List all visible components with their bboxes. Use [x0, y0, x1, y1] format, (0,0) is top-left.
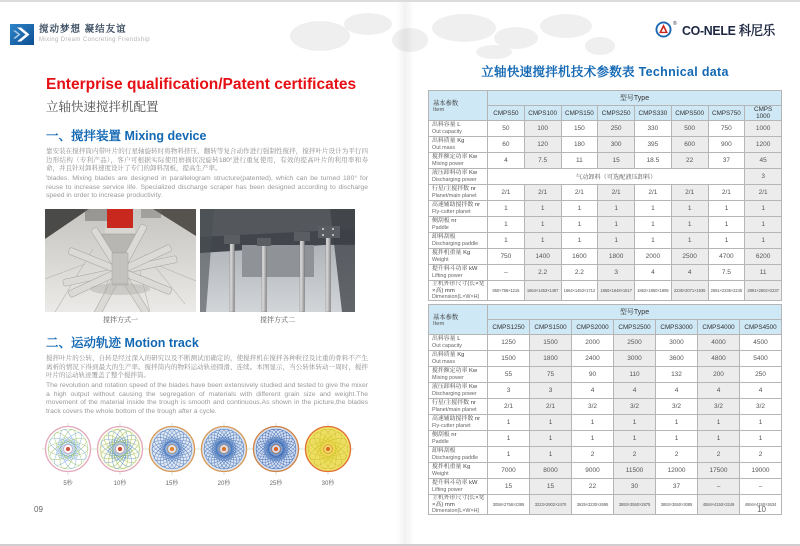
spec-table-small-models: [428, 90, 782, 301]
value-cell: 2/1: [708, 185, 745, 201]
value-cell: 1664×1453×1487: [524, 281, 561, 301]
value-cell: 4800: [698, 351, 740, 367]
value-cell: 950×786×1215: [488, 281, 525, 301]
page-number-left: 09: [34, 505, 43, 514]
value-cell: 18.5: [635, 153, 672, 169]
page-gutter: [396, 2, 414, 544]
value-cell: 250: [598, 121, 635, 137]
value-cell: 250: [740, 367, 782, 383]
value-cell: 4: [698, 383, 740, 399]
value-cell: 3893×3550×2875: [614, 495, 656, 515]
value-cell: 3600: [656, 351, 698, 367]
value-cell: 1: [635, 201, 672, 217]
value-cell: 7.5: [708, 265, 745, 281]
row-label: 高速辅助搅拌数 nr Fly-cutter planet: [429, 415, 488, 431]
value-cell: 1: [524, 217, 561, 233]
table-row: [429, 495, 782, 515]
table-row: [429, 415, 782, 431]
value-cell: 4: [572, 383, 614, 399]
motion-track-item: [42, 423, 94, 487]
value-cell: 22: [671, 153, 708, 169]
value-cell: 2/1: [561, 185, 598, 201]
model-header: CMPS4000: [698, 320, 740, 335]
value-cell: 2891×2602×2237: [745, 281, 782, 301]
value-cell: 1: [698, 431, 740, 447]
motion-track-item: [94, 423, 146, 487]
value-cell: 4: [671, 265, 708, 281]
value-cell: 2: [572, 447, 614, 463]
row-label: 主机外形尺寸(长×宽×高) mm Dimension(L×W×H): [429, 281, 488, 301]
table-row: [429, 153, 782, 169]
mixing-device-text-cn: 靠安装在搅拌筒内带叶片的行星轴旋转时将物料挤压、翻转等复合动作进行强制性搅拌，搅拌叶片设计为平行四边形结构（专利产品），客户可根据实际使用磨损状况旋转180°进行重复使用，有效的提高叶片的利用率和寿命，并且针对卸料速度设计了专门的卸料刮板，提高生产率。: [46, 148, 368, 173]
motion-track-figure: [302, 423, 354, 475]
value-cell: 1: [561, 201, 598, 217]
slogan-logo: [10, 24, 150, 45]
motion-track-text-cn: 搅拌叶片的公转、自转是经过深入的研究以及不断测试而确定的，使搅拌机在搅拌各种粒径及比重的骨料不产生离析的情况下得到最大的生产率。搅拌筒内的物料运动轨迹圆滑、连续。本图显示，当公转体转动一周时，搅拌叶片的运动轨迹覆盖了整个搅拌筒。: [46, 355, 368, 380]
value-cell: 2/1: [524, 185, 561, 201]
value-cell: 4: [635, 265, 672, 281]
row-label: 高速辅助搅拌数 nr Fly-cutter planet: [429, 201, 488, 217]
value-cell: 2/1: [488, 399, 530, 415]
value-cell: 12000: [656, 463, 698, 479]
value-cell: 1: [488, 447, 530, 463]
value-cell: 1: [745, 217, 782, 233]
row-label: 侧刮板 nr Paddle: [429, 431, 488, 447]
row-label: 出料容量 L Out capacity: [429, 121, 488, 137]
value-cell: 120: [524, 137, 561, 153]
value-cell: 90: [572, 367, 614, 383]
value-cell: 1: [488, 201, 525, 217]
value-cell: 4: [740, 383, 782, 399]
value-cell: 750: [488, 249, 525, 265]
value-cell: 1: [598, 233, 635, 249]
table-row: [429, 249, 782, 265]
value-cell: 2235×2071×1935: [671, 281, 708, 301]
table-row: [429, 431, 782, 447]
value-cell: 9000: [572, 463, 614, 479]
value-cell: 8000: [530, 463, 572, 479]
value-cell: 4: [488, 153, 525, 169]
value-cell: 1: [745, 233, 782, 249]
brand-name: CO-NELE 科尼乐: [681, 23, 775, 38]
table-row: [429, 281, 782, 301]
table-row: [429, 185, 782, 201]
value-cell: 22: [572, 479, 614, 495]
value-cell: 1: [671, 217, 708, 233]
value-cell: 2581×2336×2245: [708, 281, 745, 301]
model-header: CMPS2500: [614, 320, 656, 335]
value-cell: 600: [671, 137, 708, 153]
model-header: CMPS500: [671, 106, 708, 121]
slogan-text-en: Mixing Dream Concreting Friendship: [39, 37, 150, 43]
value-cell: 4000: [698, 335, 740, 351]
value-cell: 1: [572, 415, 614, 431]
value-cell: 3/2: [656, 399, 698, 415]
brand-logo: [655, 20, 780, 39]
value-cell: 1600: [561, 249, 598, 265]
value-cell: 15: [598, 153, 635, 169]
spec-table: [428, 304, 782, 515]
motion-track-label: 10秒: [113, 481, 127, 487]
value-cell: 17500: [698, 463, 740, 479]
row-label: 侧刮板 nr Paddle: [429, 217, 488, 233]
value-cell: 1: [656, 415, 698, 431]
table-row: [429, 233, 782, 249]
value-cell: 1800: [598, 249, 635, 265]
value-cell: 2/1: [488, 185, 525, 201]
value-cell: 3/2: [614, 399, 656, 415]
model-header: CMPS3000: [656, 320, 698, 335]
value-cell: 75: [530, 367, 572, 383]
value-cell: 1200: [745, 137, 782, 153]
value-cell: 2/1: [745, 185, 782, 201]
section-heading-motion-track: 二、运动轨迹 Motion track: [46, 336, 199, 350]
table-row: [429, 201, 782, 217]
value-cell: 180: [561, 137, 598, 153]
value-cell: 11: [561, 153, 598, 169]
value-cell: 1: [598, 201, 635, 217]
row-label: 行星/主搅拌数 nr Planet/main planet: [429, 185, 488, 201]
value-cell: 6200: [745, 249, 782, 265]
value-cell: 1500: [488, 351, 530, 367]
motion-track-label: 5秒: [63, 481, 73, 487]
value-cell: 150: [561, 121, 598, 137]
value-cell: 4: [614, 383, 656, 399]
value-cell: 15: [488, 479, 530, 495]
value-cell: 37: [708, 153, 745, 169]
value-cell: 1: [698, 415, 740, 431]
motion-track-figure: [198, 423, 250, 475]
value-cell: 2: [614, 447, 656, 463]
value-cell: 4: [656, 383, 698, 399]
value-cell: 1: [488, 415, 530, 431]
value-cell: 37: [656, 479, 698, 495]
page-title: Enterprise qualification/Patent certificates: [46, 76, 357, 93]
row-label: 出料容量 L Out capacity: [429, 335, 488, 351]
value-cell: 1862×1850×1895: [635, 281, 672, 301]
value-cell: 2/1: [635, 185, 672, 201]
row-label: 搅拌机重量 Kg Weight: [429, 249, 488, 265]
model-header: CMPS50: [488, 106, 525, 121]
value-cell: 1: [488, 431, 530, 447]
row-label: 行星/主搅拌数 nr Planet/main planet: [429, 399, 488, 415]
motion-track-label: 15秒: [165, 481, 179, 487]
value-cell: 3058×2756×2395: [488, 495, 530, 515]
model-header: CMPS2000: [572, 320, 614, 335]
table-row: [429, 367, 782, 383]
value-cell: 1: [530, 447, 572, 463]
item-header: 基本参数 Item: [429, 91, 488, 121]
value-cell: 500: [671, 121, 708, 137]
motion-track-figures: [42, 423, 354, 487]
value-cell: 1: [740, 431, 782, 447]
value-cell: 1: [614, 415, 656, 431]
value-cell: 1: [635, 217, 672, 233]
model-header: CMPS1500: [530, 320, 572, 335]
value-cell: 3893×3550×3085: [656, 495, 698, 515]
motion-track-paragraphs: [46, 355, 368, 417]
model-header: CMPS330: [635, 106, 672, 121]
value-cell: 1: [740, 415, 782, 431]
type-header: 型号Type: [488, 91, 782, 106]
model-header: CMPS150: [561, 106, 598, 121]
table-row: [429, 463, 782, 479]
motion-track-item: [250, 423, 302, 487]
row-label: 主机外形尺寸(长×宽×高) mm Dimension(L×W×H): [429, 495, 488, 515]
value-cell: 3/2: [740, 399, 782, 415]
value-cell: 2400: [572, 351, 614, 367]
value-cell: 1: [561, 233, 598, 249]
world-map-graphic: [268, 6, 640, 60]
motion-track-item: [146, 423, 198, 487]
motion-track-figure: [146, 423, 198, 475]
value-cell: –: [740, 479, 782, 495]
value-cell: 11: [745, 265, 782, 281]
value-cell: 11500: [614, 463, 656, 479]
mixing-device-photo-1: [45, 209, 196, 312]
value-cell: 1800: [530, 351, 572, 367]
row-label: 搅拌额定功率 Kw Mixing power: [429, 153, 488, 169]
motion-track-figure: [42, 423, 94, 475]
value-cell: 1250: [488, 335, 530, 351]
value-cell: –: [698, 479, 740, 495]
spec-table: [428, 90, 782, 301]
mixing-device-photo-2: [200, 209, 355, 312]
model-header: CMPS100: [524, 106, 561, 121]
mixing-device-paragraphs: [46, 148, 368, 201]
value-cell: 2.2: [524, 265, 561, 281]
value-cell: 15: [530, 479, 572, 495]
table-row: [429, 351, 782, 367]
value-cell: 1: [708, 201, 745, 217]
table-row: [429, 169, 782, 185]
value-cell: 3: [598, 265, 635, 281]
motion-track-figure: [94, 423, 146, 475]
chevron-logo-icon: [10, 24, 34, 45]
table-row: [429, 335, 782, 351]
value-cell: 1: [530, 431, 572, 447]
span-cell: 气动卸料（可选配液压卸料）: [488, 169, 745, 185]
table-row: [429, 137, 782, 153]
value-cell: 3/2: [698, 399, 740, 415]
value-cell: 3: [488, 383, 530, 399]
mixing-device-text-en: 'blades. Mixing blades are designed in parallelogram structure(patented), which can be turned 180° for reuse to increase service life. Specialized discharge scraper has been designed according to discharge speed in order to increase productivity.: [46, 174, 368, 200]
value-cell: 4594×4150×3634: [740, 495, 782, 515]
value-cell: 132: [656, 367, 698, 383]
value-cell: 55: [488, 367, 530, 383]
value-cell: 2/1: [598, 185, 635, 201]
value-cell: 2/1: [671, 185, 708, 201]
photo2-caption: 搅拌方式二: [260, 317, 295, 324]
value-cell: –: [488, 265, 525, 281]
co-nele-logo-icon: [655, 21, 672, 38]
row-label: 卸料刮板 Discharging paddle: [429, 233, 488, 249]
value-cell: 7000: [488, 463, 530, 479]
page-subtitle: 立轴快速搅拌机配置: [46, 100, 159, 114]
value-cell: 1: [524, 201, 561, 217]
value-cell: 2: [656, 447, 698, 463]
value-cell: 1: [656, 431, 698, 447]
value-cell: 2500: [671, 249, 708, 265]
value-cell: 330: [635, 121, 672, 137]
value-cell: 1400: [524, 249, 561, 265]
row-label: 出料质量 Kg Out mass: [429, 351, 488, 367]
value-cell: 1: [561, 217, 598, 233]
value-cell: 300: [598, 137, 635, 153]
table-row: [429, 447, 782, 463]
motion-track-figure: [250, 423, 302, 475]
value-cell: 19000: [740, 463, 782, 479]
value-cell: 1: [598, 217, 635, 233]
value-cell: 1: [745, 201, 782, 217]
value-cell: 3/2: [572, 399, 614, 415]
motion-track-text-en: The revolution and rotation speed of the blades have been extensively studied and tested to give the mixer a high output without causing the segregation of materials with different grain size and weight.The movement of the material inside the trough is smooth and continuous.As shown in the picture,the blades track covers the whole bottom of the trough after a cycle.: [46, 381, 368, 416]
value-cell: 3625×3230×2695: [572, 495, 614, 515]
value-cell: 4500: [740, 335, 782, 351]
row-label: 卸料刮板 Discharging paddle: [429, 447, 488, 463]
motion-track-label: 30秒: [321, 481, 335, 487]
value-cell: 1500: [530, 335, 572, 351]
row-label: 提升料斗功率 kW Lifting power: [429, 479, 488, 495]
value-cell: 100: [524, 121, 561, 137]
value-cell: 2: [698, 447, 740, 463]
motion-track-item: [198, 423, 250, 487]
value-cell: 3223×2902×2470: [530, 495, 572, 515]
value-cell: 1: [488, 233, 525, 249]
value-cell: 2.2: [561, 265, 598, 281]
row-label: 提升料斗功率 kW Lifting power: [429, 265, 488, 281]
photo1-caption: 搅拌方式一: [103, 317, 138, 324]
value-cell: 1: [708, 217, 745, 233]
page-number-right: 10: [757, 505, 766, 514]
value-cell: 50: [488, 121, 525, 137]
model-header: CMPS 1000: [745, 106, 782, 121]
model-header: CMPS4500: [740, 320, 782, 335]
row-label: 液压卸料功率 Kw Discharging power: [429, 383, 488, 399]
value-cell: 900: [708, 137, 745, 153]
value-cell: 395: [635, 137, 672, 153]
motion-track-label: 20秒: [217, 481, 231, 487]
value-cell: 3: [530, 383, 572, 399]
value-cell: 30: [614, 479, 656, 495]
value-cell: 3: [745, 169, 782, 185]
value-cell: 5400: [740, 351, 782, 367]
motion-track-item: [302, 423, 354, 487]
item-header: 基本参数 Item: [429, 305, 488, 335]
value-cell: 1: [572, 431, 614, 447]
table-row: [429, 121, 782, 137]
technical-data-title: 立轴快速搅拌机技术参数表 Technical data: [481, 65, 729, 79]
value-cell: 1: [671, 201, 708, 217]
value-cell: 1: [635, 233, 672, 249]
value-cell: 2: [740, 447, 782, 463]
table-row: [429, 383, 782, 399]
value-cell: 4594×4150×3249: [698, 495, 740, 515]
slogan-text-cn: 搅动梦想 凝结友谊: [39, 24, 127, 35]
section-heading-mixing-device: 一、搅拌装置 Mixing device: [46, 129, 207, 143]
row-label: 出料质量 Kg Out mass: [429, 137, 488, 153]
model-header: CMPS750: [708, 106, 745, 121]
value-cell: 2000: [572, 335, 614, 351]
row-label: 搅拌额定功率 Kw Mixing power: [429, 367, 488, 383]
value-cell: 1856×1648×1817: [598, 281, 635, 301]
value-cell: 750: [708, 121, 745, 137]
value-cell: 110: [614, 367, 656, 383]
table-row: [429, 399, 782, 415]
row-label: 液压卸料功率 Kw Discharging power: [429, 169, 488, 185]
value-cell: 1: [708, 233, 745, 249]
value-cell: 45: [745, 153, 782, 169]
value-cell: 7.5: [524, 153, 561, 169]
value-cell: 1: [530, 415, 572, 431]
value-cell: 200: [698, 367, 740, 383]
value-cell: 1664×1453×1712: [561, 281, 598, 301]
row-label: 搅拌机重量 Kg Weight: [429, 463, 488, 479]
value-cell: 1: [488, 217, 525, 233]
value-cell: 1000: [745, 121, 782, 137]
type-header: 型号Type: [488, 305, 782, 320]
value-cell: 1: [614, 431, 656, 447]
model-header: CMPS1250: [488, 320, 530, 335]
value-cell: 2000: [635, 249, 672, 265]
value-cell: 4700: [708, 249, 745, 265]
table-row: [429, 479, 782, 495]
table-row: [429, 265, 782, 281]
value-cell: 1: [524, 233, 561, 249]
registered-mark: ®: [673, 20, 677, 27]
model-header: CMPS250: [598, 106, 635, 121]
table-row: [429, 217, 782, 233]
value-cell: 60: [488, 137, 525, 153]
value-cell: 1: [671, 233, 708, 249]
value-cell: 2/1: [530, 399, 572, 415]
value-cell: 3000: [614, 351, 656, 367]
motion-track-label: 25秒: [269, 481, 283, 487]
value-cell: 2500: [614, 335, 656, 351]
spec-table-large-models: [428, 304, 782, 515]
value-cell: 3000: [656, 335, 698, 351]
